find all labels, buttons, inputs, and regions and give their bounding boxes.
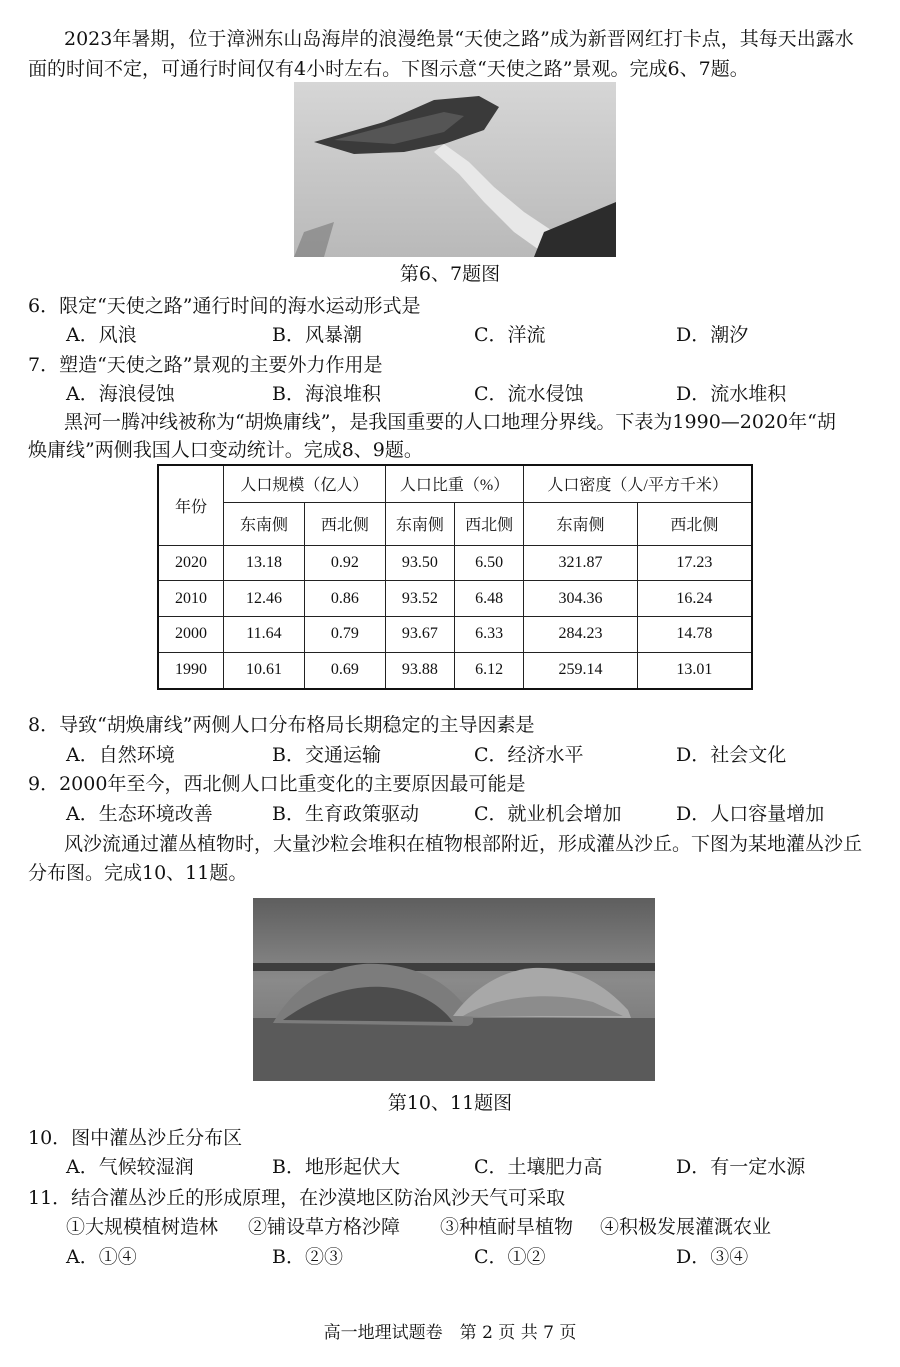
table-cell: 0.86 — [304, 581, 385, 617]
q8-option-d[interactable]: D．社会文化 — [676, 744, 787, 766]
angel-road-photo-drawing — [294, 82, 616, 257]
table-cell: 6.12 — [455, 652, 524, 689]
intro3-line2: 分布图。完成10、11题。 — [28, 862, 248, 884]
population-table — [157, 464, 753, 690]
q6-option-d[interactable]: D．潮汐 — [676, 324, 749, 346]
q10-option-d[interactable]: D．有一定水源 — [676, 1156, 806, 1178]
page-footer: 高一地理试题卷 第 2 页 共 7 页 — [323, 1323, 577, 1343]
table-subheader: 东南侧 — [524, 502, 638, 545]
q11-stem: 11．结合灌丛沙丘的形成原理，在沙漠地区防治风沙天气可采取 — [28, 1187, 566, 1209]
table-cell: 6.33 — [455, 617, 524, 653]
table-cell: 304.36 — [524, 581, 638, 617]
q7-option-c[interactable]: C．流水侵蚀 — [474, 383, 584, 405]
table-row — [158, 652, 752, 689]
q11-choice-2: ②铺设草方格沙障 — [248, 1216, 401, 1238]
q9-stem: 9．2000年至今，西北侧人口比重变化的主要原因最可能是 — [28, 773, 526, 795]
q7-option-a[interactable]: A．海浪侵蚀 — [66, 383, 175, 405]
intro2-line1: 黑河一腾冲线被称为“胡焕庸线”，是我国重要的人口地理分界线。下表为1990—2020年“胡 — [64, 411, 836, 433]
q8-option-a[interactable]: A．自然环境 — [66, 744, 175, 766]
table-cell: 93.52 — [385, 581, 454, 617]
intro3-line1: 风沙流通过灌丛植物时，大量沙粒会堆积在植物根部附近，形成灌丛沙丘。下图为某地灌丛沙丘 — [64, 833, 863, 855]
q9-option-d[interactable]: D．人口容量增加 — [676, 803, 825, 825]
table-group-header: 人口密度（人/平方千米） — [524, 465, 752, 502]
q10-option-b[interactable]: B．地形起伏大 — [272, 1156, 400, 1178]
table-cell: 2020 — [158, 545, 224, 581]
table-cell: 12.46 — [224, 581, 305, 617]
table-cell: 13.01 — [637, 652, 752, 689]
table-cell: 6.48 — [455, 581, 524, 617]
q11-choice-1: ①大规模植树造林 — [66, 1216, 219, 1238]
angel-road-photo — [294, 82, 616, 257]
table-header-row — [158, 465, 752, 502]
table-cell: 13.18 — [224, 545, 305, 581]
table-cell: 93.67 — [385, 617, 454, 653]
table-cell: 321.87 — [524, 545, 638, 581]
q6-option-a[interactable]: A．风浪 — [66, 324, 137, 346]
q11-options — [66, 1245, 880, 1269]
q8-option-c[interactable]: C．经济水平 — [474, 744, 584, 766]
q7-stem: 7．塑造“天使之路”景观的主要外力作用是 — [28, 354, 383, 376]
q9-option-a[interactable]: A．生态环境改善 — [66, 803, 213, 825]
q8-option-b[interactable]: B．交通运输 — [272, 744, 381, 766]
q11-option-a[interactable]: A．①④ — [66, 1246, 137, 1268]
intro1-line2: 面的时间不定，可通行时间仅有4小时左右。下图示意“天使之路”景观。完成6、7题。 — [28, 58, 749, 80]
table-cell: 11.64 — [224, 617, 305, 653]
q10-option-a[interactable]: A．气候较湿润 — [66, 1156, 194, 1178]
table-cell: 0.92 — [304, 545, 385, 581]
intro1-line1: 2023年暑期，位于漳洲东山岛海岸的浪漫绝景“天使之路”成为新晋网红打卡点，其每天出露水 — [64, 28, 854, 50]
table-cell: 259.14 — [524, 652, 638, 689]
table-cell: 10.61 — [224, 652, 305, 689]
shrub-dune-photo-drawing — [253, 898, 655, 1081]
q8-options — [66, 743, 880, 767]
table-cell: 0.69 — [304, 652, 385, 689]
q9-options — [66, 802, 880, 826]
table-cell: 2000 — [158, 617, 224, 653]
q6-option-c[interactable]: C．洋流 — [474, 324, 546, 346]
q7-options — [66, 382, 880, 406]
q11-option-d[interactable]: D．③④ — [676, 1246, 749, 1268]
table-cell: 93.50 — [385, 545, 454, 581]
table-group-header: 人口规模（亿人） — [224, 465, 386, 502]
intro2-line2: 焕庸线”两侧我国人口变动统计。完成8、9题。 — [28, 439, 423, 461]
q11-choice-3: ③种植耐旱植物 — [440, 1216, 574, 1238]
table-cell: 16.24 — [637, 581, 752, 617]
q7-option-d[interactable]: D．流水堆积 — [676, 383, 787, 405]
q8-stem: 8．导致“胡焕庸线”两侧人口分布格局长期稳定的主导因素是 — [28, 714, 535, 736]
table-subheader: 西北侧 — [455, 502, 524, 545]
q9-option-b[interactable]: B．生育政策驱动 — [272, 803, 419, 825]
q9-option-c[interactable]: C．就业机会增加 — [474, 803, 622, 825]
table-subheader: 东南侧 — [385, 502, 454, 545]
table-subheader: 东南侧 — [224, 502, 305, 545]
q6-options — [66, 323, 880, 347]
table-row — [158, 581, 752, 617]
figure2-caption: 第10、11题图 — [387, 1092, 513, 1114]
table-subheader: 西北侧 — [637, 502, 752, 545]
table-row — [158, 545, 752, 581]
table-subheader-row — [158, 502, 752, 545]
table-subheader: 西北侧 — [304, 502, 385, 545]
q11-choices — [66, 1215, 880, 1239]
table-cell: 14.78 — [637, 617, 752, 653]
figure1-caption: 第6、7题图 — [399, 263, 501, 285]
q10-options — [66, 1155, 880, 1179]
table-cell: 17.23 — [637, 545, 752, 581]
q10-option-c[interactable]: C．土壤肥力高 — [474, 1156, 603, 1178]
q11-option-c[interactable]: C．①② — [474, 1246, 546, 1268]
q6-option-b[interactable]: B．风暴潮 — [272, 324, 362, 346]
table-cell: 93.88 — [385, 652, 454, 689]
table-cell: 2010 — [158, 581, 224, 617]
table-cell: 6.50 — [455, 545, 524, 581]
table-year-header: 年份 — [158, 465, 224, 545]
table-cell: 284.23 — [524, 617, 638, 653]
table-row — [158, 617, 752, 653]
table-cell: 0.79 — [304, 617, 385, 653]
q7-option-b[interactable]: B．海浪堆积 — [272, 383, 381, 405]
q6-stem: 6．限定“天使之路”通行时间的海水运动形式是 — [28, 295, 421, 317]
shrub-dune-photo — [253, 898, 655, 1081]
q10-stem: 10．图中灌丛沙丘分布区 — [28, 1127, 243, 1149]
table-group-header: 人口比重（%） — [385, 465, 523, 502]
q11-option-b[interactable]: B．②③ — [272, 1246, 343, 1268]
table-cell: 1990 — [158, 652, 224, 689]
q11-choice-4: ④积极发展灌溉农业 — [600, 1216, 772, 1238]
